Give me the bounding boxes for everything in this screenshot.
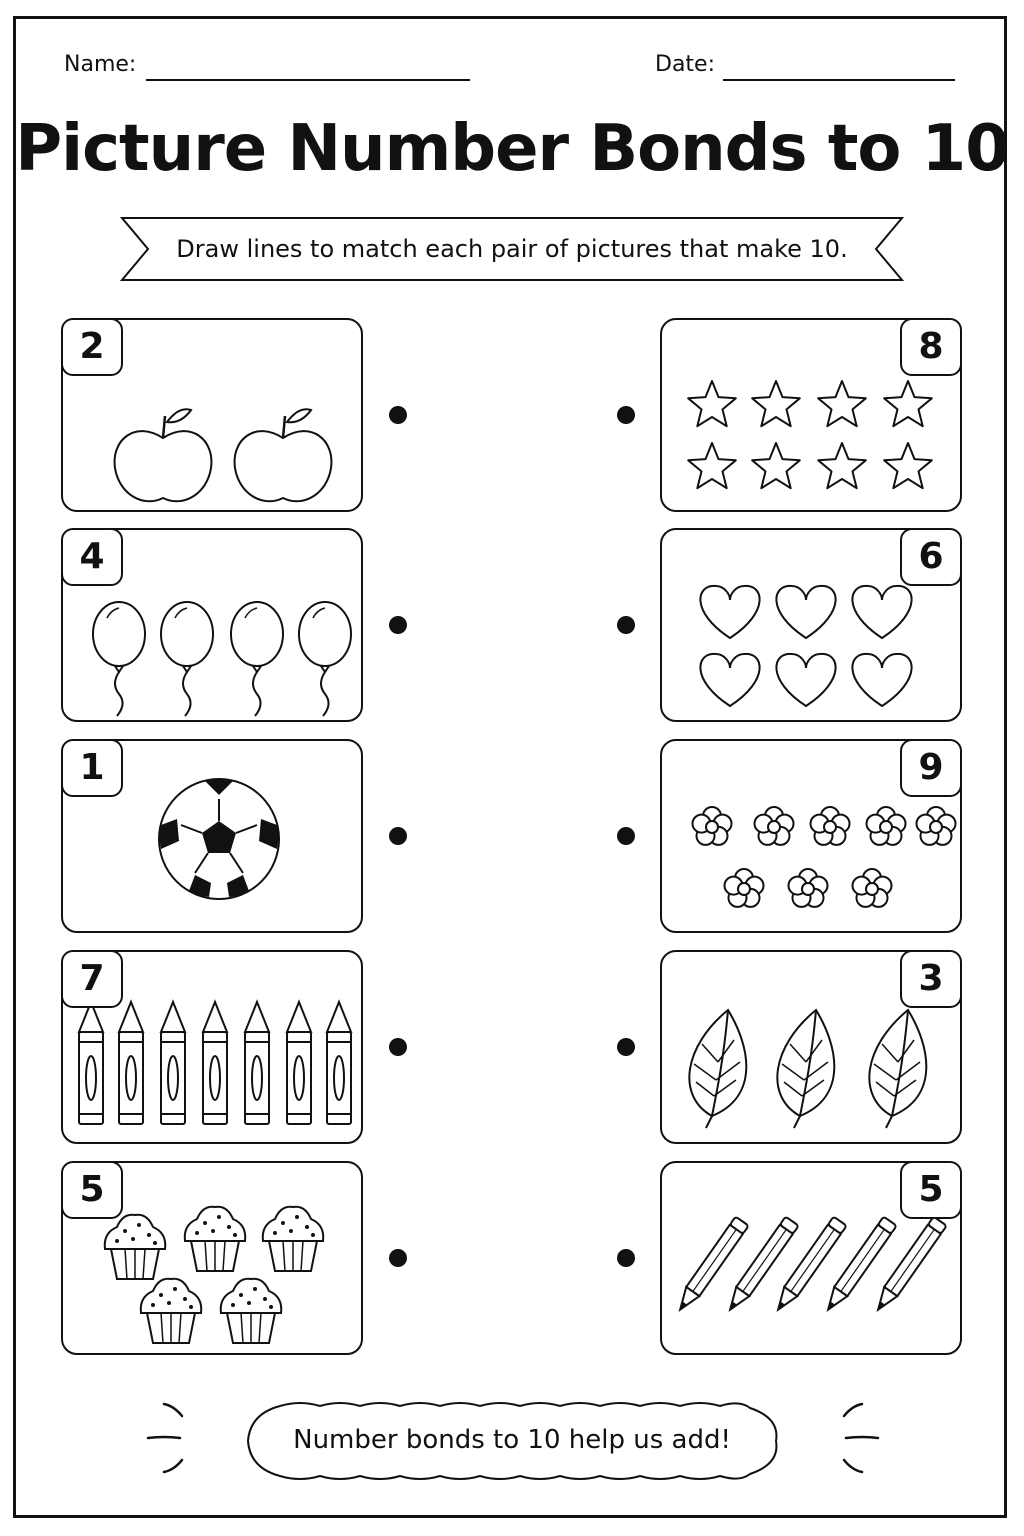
instruction-text: Draw lines to match each pair of pictures that make 10. (176, 235, 848, 263)
left-picture-card (61, 950, 363, 1144)
left-picture-card (61, 318, 363, 512)
left-match-dot[interactable] (389, 406, 407, 424)
left-picture-card (61, 528, 363, 722)
number-badge: 4 (61, 528, 123, 586)
right-match-dot[interactable] (617, 406, 635, 424)
left-match-dot[interactable] (389, 1038, 407, 1056)
number-badge: 8 (900, 318, 962, 376)
left-match-dot[interactable] (389, 616, 407, 634)
number-badge: 1 (61, 739, 123, 797)
number-badge: 7 (61, 950, 123, 1008)
date-label: Date: (655, 52, 715, 77)
right-picture-card (660, 950, 962, 1144)
number-badge: 6 (900, 528, 962, 586)
right-picture-card (660, 318, 962, 512)
footer-text: Number bonds to 10 help us add! (293, 1425, 731, 1455)
page-title: Picture Number Bonds to 10 (15, 112, 1009, 186)
right-picture-card (660, 1161, 962, 1355)
number-badge: 2 (61, 318, 123, 376)
right-match-dot[interactable] (617, 827, 635, 845)
date-field[interactable] (655, 52, 715, 77)
number-badge: 5 (61, 1161, 123, 1219)
right-picture-card (660, 739, 962, 933)
sparkle-right-icon (832, 1398, 882, 1480)
right-match-dot[interactable] (617, 1038, 635, 1056)
right-picture-card (660, 528, 962, 722)
left-picture-card (61, 1161, 363, 1355)
number-badge: 5 (900, 1161, 962, 1219)
name-field[interactable] (64, 52, 136, 77)
sparkle-left-icon (144, 1398, 194, 1480)
number-badge: 9 (900, 739, 962, 797)
left-match-dot[interactable] (389, 827, 407, 845)
number-badge: 3 (900, 950, 962, 1008)
left-picture-card (61, 739, 363, 933)
right-match-dot[interactable] (617, 616, 635, 634)
name-line (146, 79, 470, 81)
right-match-dot[interactable] (617, 1249, 635, 1267)
name-label: Name: (64, 52, 137, 77)
left-match-dot[interactable] (389, 1249, 407, 1267)
date-line (723, 79, 955, 81)
